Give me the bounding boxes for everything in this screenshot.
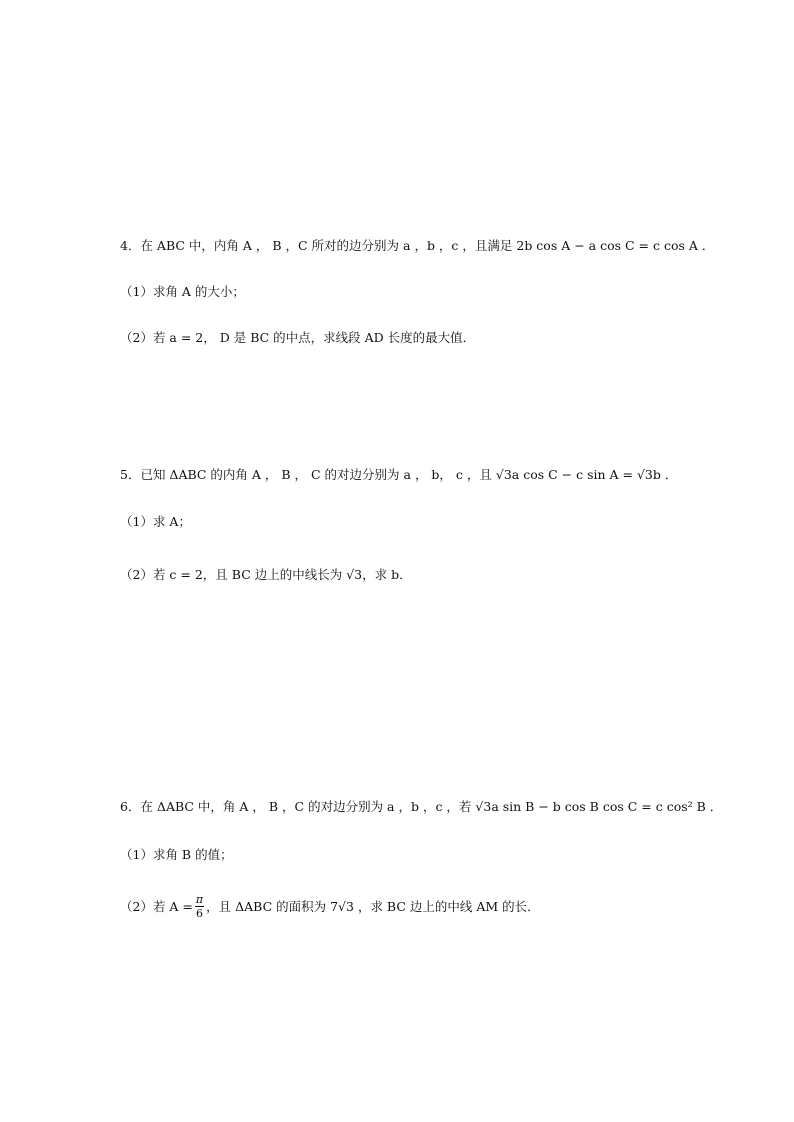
fraction-numerator: π xyxy=(195,893,204,906)
problem-6-part-1: （1）求角 B 的值； xyxy=(120,847,233,862)
problem-5-stem: 5．已知 ΔABC 的内角 A ， B ， C 的对边分别为 a ， b， c ，且 √3a cos C − c sin A = √3b ． xyxy=(120,467,678,482)
problem-4-part-2: （2）若 a = 2， D 是 BC 的中点，求线段 AD 长度的最大值． xyxy=(120,330,476,345)
problem-5-part-1: （1）求 A； xyxy=(120,514,191,529)
pi-over-six-fraction xyxy=(195,893,204,920)
fraction-denominator: 6 xyxy=(196,907,204,920)
problem-4-part-1: （1）求角 A 的大小； xyxy=(120,284,245,299)
problem-5-part-2: （2）若 c = 2，且 BC 边上的中线长为 √3，求 b． xyxy=(120,567,412,582)
problem-6-part-2 xyxy=(120,894,540,921)
problem-4-stem: 4．在 ABC 中，内角 A ， B ，C 所对的边分别为 a ，b ，c ，且满足 2b cos A − a cos C = c cos A ． xyxy=(120,238,715,253)
problem-6-part-2-suffix: ，且 ΔABC 的面积为 7√3 ，求 BC 边上的中线 AM 的长． xyxy=(206,899,540,914)
problem-6-part-2-prefix: （2）若 A = xyxy=(120,899,193,914)
problem-6-stem: 6．在 ΔABC 中，角 A ， B ，C 的对边分别为 a ，b ，c ，若 √3a sin B − b cos B cos C = c cos² B ． xyxy=(120,799,723,814)
